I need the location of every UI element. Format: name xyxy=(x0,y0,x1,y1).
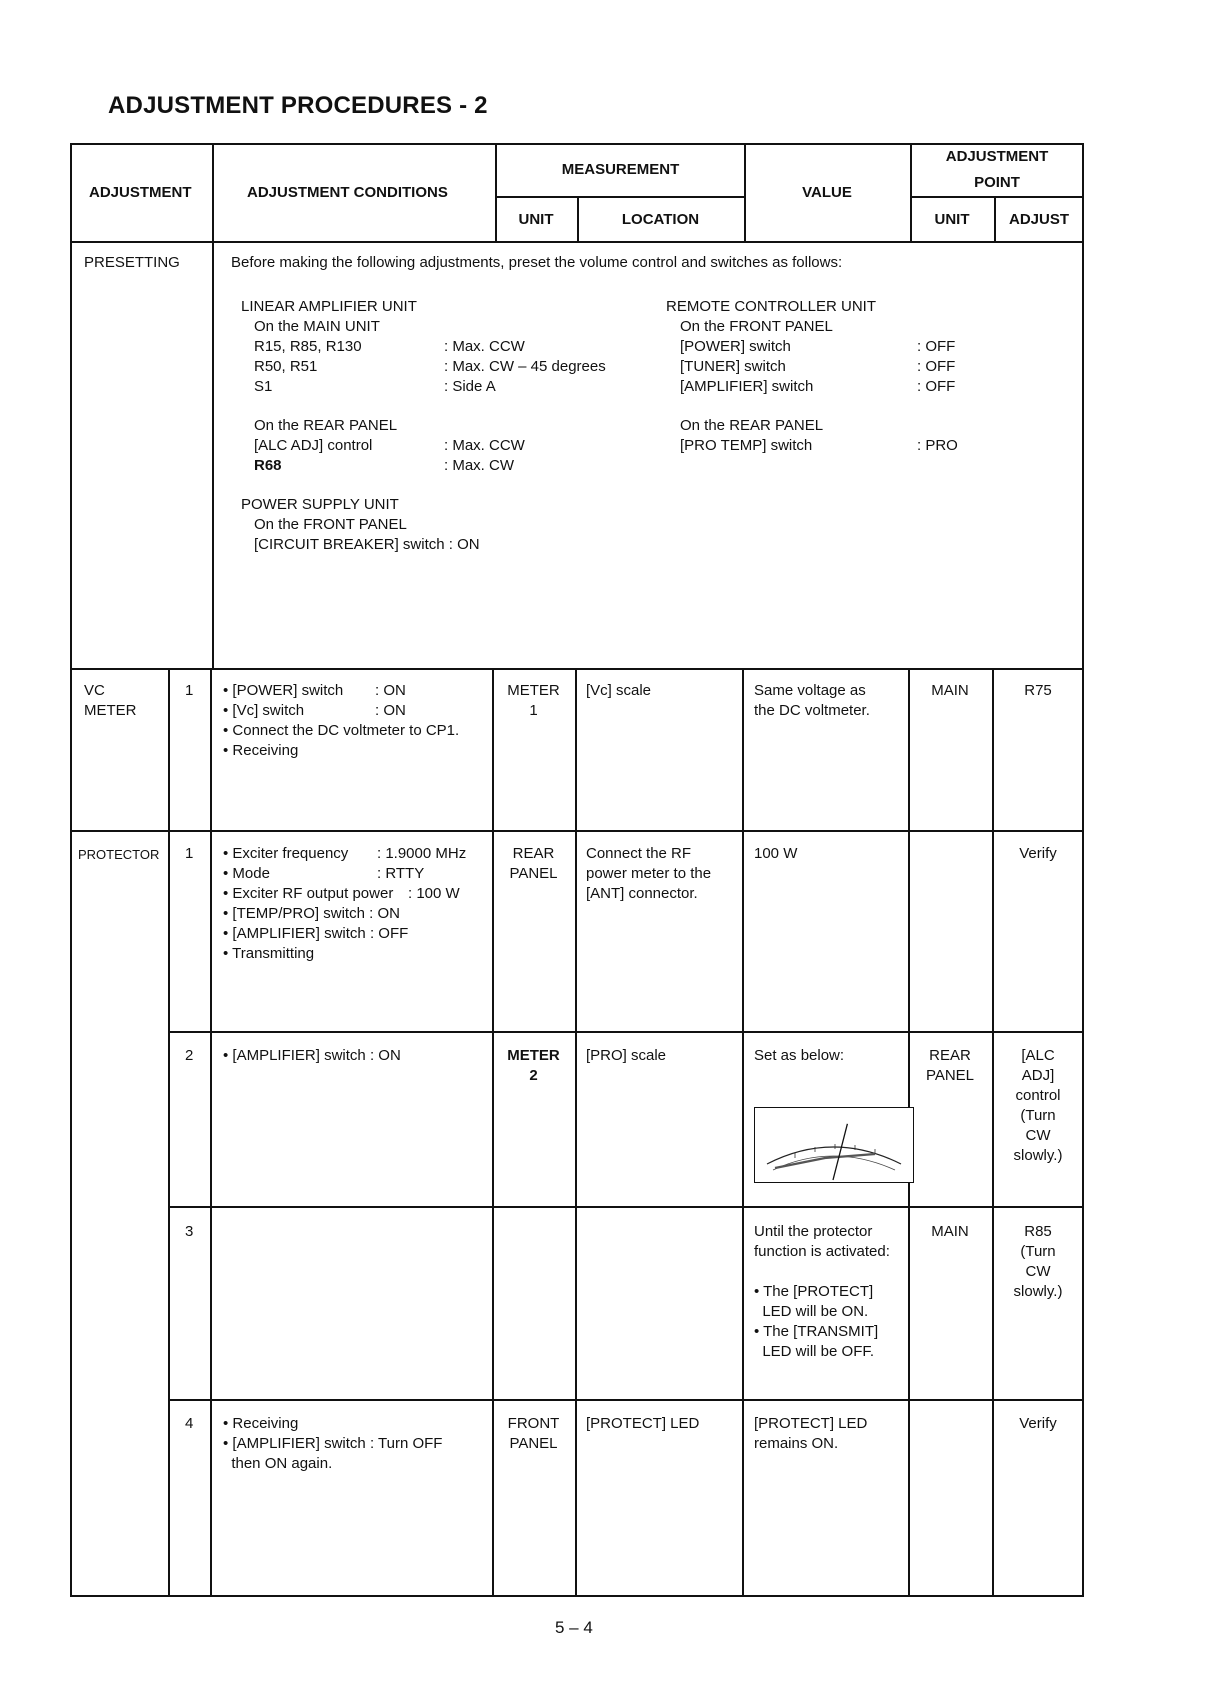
vc-label-1: VC xyxy=(84,682,105,699)
protector-2-adj-6: slowly.) xyxy=(1013,1147,1063,1164)
header-adj-adjust: ADJUST xyxy=(1008,211,1069,228)
alc-label: [ALC ADJ] control xyxy=(254,437,373,454)
page-number: 5 – 4 xyxy=(555,1618,593,1637)
protector-1-unit-1: REAR xyxy=(512,845,555,862)
protector-1-location-3: [ANT] connector. xyxy=(586,885,698,902)
header-measurement: MEASUREMENT xyxy=(561,161,680,178)
protector-4-location: [PROTECT] LED xyxy=(586,1415,700,1432)
vc-cond-2: • [Vc] switch xyxy=(223,702,305,719)
protector-3-value-4: • The [PROTECT] xyxy=(754,1283,874,1300)
protemp-value: : PRO xyxy=(917,437,958,454)
vc-cond-1: • [POWER] switch xyxy=(223,682,344,699)
protector-4-adj: Verify xyxy=(1019,1415,1057,1432)
presetting-intro: Before making the following adjustments, preset the volume control and switches as follows: xyxy=(231,254,843,271)
vc-adj-unit: MAIN xyxy=(931,682,969,699)
r50-label: R50, R51 xyxy=(254,358,318,375)
protector-1-location-1: Connect the RF xyxy=(586,845,692,862)
protector-4-unit-2: PANEL xyxy=(509,1435,558,1452)
protector-2-value: Set as below: xyxy=(754,1047,845,1064)
protector-3-adj-2: (Turn xyxy=(1020,1243,1056,1260)
protector-4-value-2: remains ON. xyxy=(754,1435,839,1452)
vc-label-2: METER xyxy=(84,702,137,719)
protector-1-adj: Verify xyxy=(1019,845,1057,862)
meter-pointer xyxy=(833,1124,847,1180)
protector-1-number: 1 xyxy=(185,845,194,862)
vc-cond-1-value: : ON xyxy=(375,682,406,699)
amplifier-label: [AMPLIFIER] switch xyxy=(680,378,814,395)
protector-3-adj-unit: MAIN xyxy=(931,1223,969,1240)
protector-label: PROTECTOR xyxy=(78,847,160,862)
protector-3-number: 3 xyxy=(185,1223,194,1240)
vc-cond-2-value: : ON xyxy=(375,702,406,719)
protector-2-cond: • [AMPLIFIER] switch : ON xyxy=(223,1047,401,1064)
protector-3-adj-3: CW xyxy=(1025,1263,1051,1280)
protector-3-adj-1: R85 xyxy=(1024,1223,1052,1240)
header-adjustment-point-line1: ADJUSTMENT xyxy=(945,148,1049,165)
protector-2-adj-unit-2: PANEL xyxy=(925,1067,975,1084)
protector-4-cond-3: then ON again. xyxy=(223,1455,333,1472)
tuner-label: [TUNER] switch xyxy=(680,358,786,375)
tuner-value: : OFF xyxy=(917,358,956,375)
remote-rear-heading: On the REAR PANEL xyxy=(680,417,824,434)
alc-value: : Max. CCW xyxy=(444,437,525,454)
protector-1-cond-6: • Transmitting xyxy=(223,945,315,962)
r15-value: : Max. CCW xyxy=(444,338,525,355)
protector-2-adj-2: ADJ] xyxy=(1021,1067,1055,1084)
protector-3-value-5: LED will be ON. xyxy=(754,1303,869,1320)
header-meas-location: LOCATION xyxy=(621,211,700,228)
protector-1-cond-5: • [AMPLIFIER] switch : OFF xyxy=(223,925,409,942)
vc-meas-unit-2: 1 xyxy=(529,702,538,719)
s1-value: : Side A xyxy=(444,378,496,395)
protector-2-unit-1: METER xyxy=(507,1047,560,1064)
protector-2-adj-3: control xyxy=(1015,1087,1061,1104)
protector-3-value-7: LED will be OFF. xyxy=(754,1343,875,1360)
protector-4-value-1: [PROTECT] LED xyxy=(754,1415,868,1432)
page-title: ADJUSTMENT PROCEDURES - 2 xyxy=(108,92,488,119)
protector-2-adj-5: CW xyxy=(1025,1127,1051,1144)
amplifier-value: : OFF xyxy=(917,378,956,395)
protector-1-value: 100 W xyxy=(754,845,798,862)
remote-front-heading: On the FRONT PANEL xyxy=(680,318,833,335)
protector-1-cond-2-value: : RTTY xyxy=(377,865,425,882)
header-adj-unit: UNIT xyxy=(934,211,970,228)
s1-label: S1 xyxy=(254,378,273,395)
vc-cond-3: • Connect the DC voltmeter to CP1. xyxy=(223,722,460,739)
protector-3-adj-4: slowly.) xyxy=(1013,1283,1063,1300)
vc-meas-unit-1: METER xyxy=(507,682,560,699)
protemp-label: [PRO TEMP] switch xyxy=(680,437,813,454)
header-adjustment-point-line2: POINT xyxy=(974,174,1020,191)
protector-1-cond-2: • Mode xyxy=(223,865,270,882)
protector-2-adj-4: (Turn xyxy=(1020,1107,1056,1124)
protector-4-number: 4 xyxy=(185,1415,194,1432)
r50-value: : Max. CW – 45 degrees xyxy=(444,358,606,375)
remote-title: REMOTE CONTROLLER UNIT xyxy=(666,298,877,315)
protector-2-adj-1: [ALC xyxy=(1021,1047,1055,1064)
power-value: : OFF xyxy=(917,338,956,355)
rear-panel-heading: On the REAR PANEL xyxy=(254,417,398,434)
psu-title: POWER SUPPLY UNIT xyxy=(241,496,399,513)
protector-1-cond-3-value: : 100 W xyxy=(408,885,460,902)
protector-1-cond-1-value: : 1.9000 MHz xyxy=(377,845,467,862)
r68-label: R68 xyxy=(254,457,282,474)
header-value: VALUE xyxy=(802,184,852,201)
power-label: [POWER] switch xyxy=(680,338,791,355)
protector-4-cond-1: • Receiving xyxy=(223,1415,299,1432)
header-conditions: ADJUSTMENT CONDITIONS xyxy=(247,184,448,201)
protector-1-cond-1: • Exciter frequency xyxy=(223,845,349,862)
psu-front-heading: On the FRONT PANEL xyxy=(254,516,407,533)
pro-meter-figure xyxy=(754,1107,914,1183)
vc-cond-4: • Receiving xyxy=(223,742,299,759)
protector-1-cond-3: • Exciter RF output power xyxy=(223,885,394,902)
protector-2-location: [PRO] scale xyxy=(586,1047,667,1064)
protector-3-value-1: Until the protector xyxy=(754,1223,873,1240)
vc-value-2: the DC voltmeter. xyxy=(754,702,870,719)
protector-2-adj-unit-1: REAR xyxy=(929,1047,971,1064)
presetting-label: PRESETTING xyxy=(84,254,180,271)
protector-3-value-2: function is activated: xyxy=(754,1243,890,1260)
protector-1-location-2: power meter to the xyxy=(586,865,712,882)
protector-2-number: 2 xyxy=(185,1047,194,1064)
protector-2-unit-2: 2 xyxy=(529,1067,538,1084)
vc-value-1: Same voltage as xyxy=(754,682,866,699)
protector-1-cond-4: • [TEMP/PRO] switch : ON xyxy=(223,905,400,922)
r68-value: : Max. CW xyxy=(444,457,514,474)
main-unit-heading: On the MAIN UNIT xyxy=(254,318,380,335)
header-meas-unit: UNIT xyxy=(518,211,554,228)
protector-4-unit-1: FRONT xyxy=(507,1415,560,1432)
linear-title: LINEAR AMPLIFIER UNIT xyxy=(241,298,417,315)
vc-location: [Vc] scale xyxy=(586,682,652,699)
vc-step-number: 1 xyxy=(185,682,194,699)
protector-3-value-6: • The [TRANSMIT] xyxy=(754,1323,879,1340)
vc-adj: R75 xyxy=(1024,682,1052,699)
protector-4-cond-2: • [AMPLIFIER] switch : Turn OFF xyxy=(223,1435,443,1452)
header-adjustment: ADJUSTMENT xyxy=(89,184,192,201)
psu-breaker: [CIRCUIT BREAKER] switch : ON xyxy=(254,536,480,553)
protector-1-unit-2: PANEL xyxy=(509,865,558,882)
r15-label: R15, R85, R130 xyxy=(254,338,362,355)
